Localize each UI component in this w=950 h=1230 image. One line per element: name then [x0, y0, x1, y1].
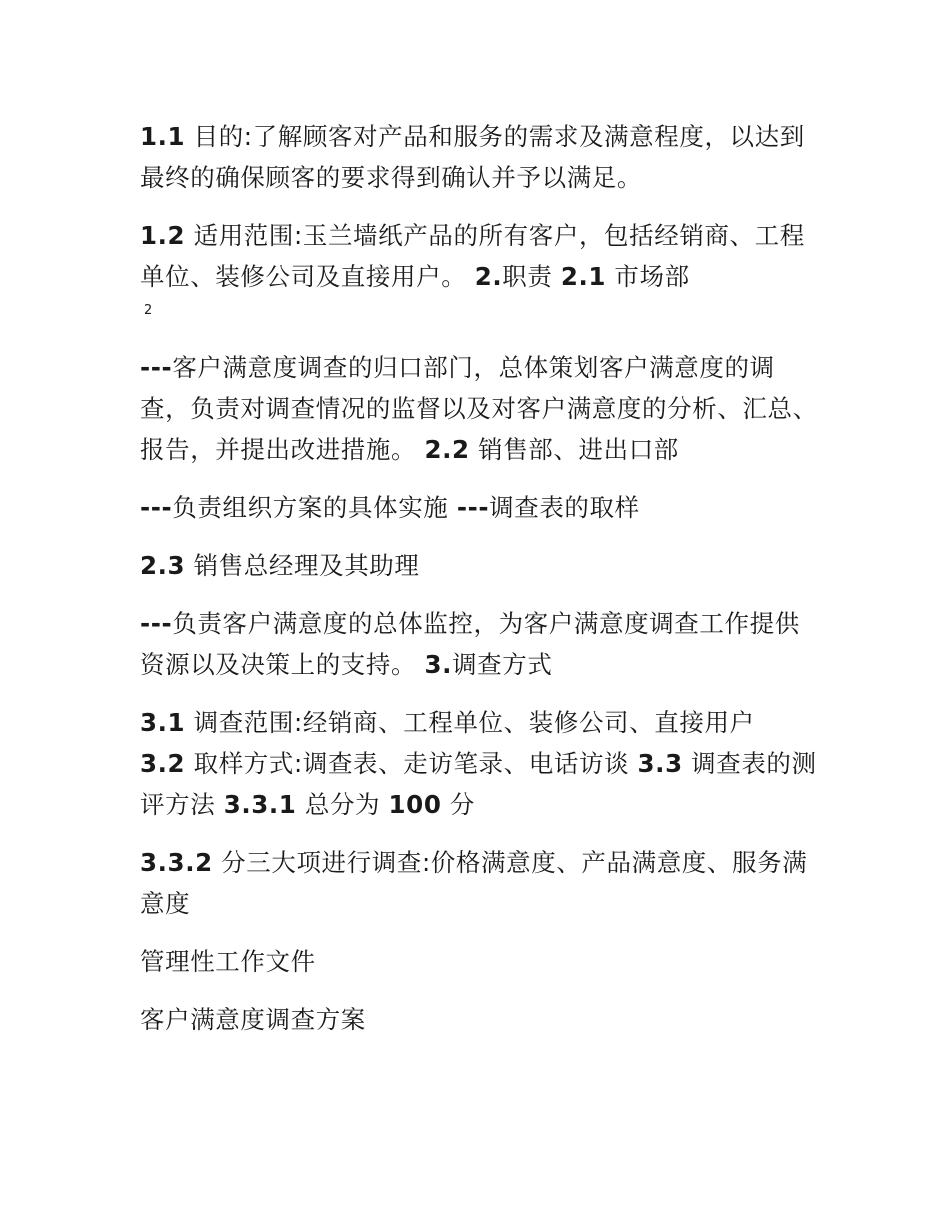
paragraph-text: 取样方式:调查表、走访笔录、电话访谈 — [185, 749, 638, 778]
section-number: 1.2 — [140, 221, 186, 250]
paragraph-market-dept — [140, 347, 820, 470]
paragraph-manager-duties — [140, 603, 820, 685]
section-number: --- — [140, 353, 173, 382]
paragraph-3-3-2 — [140, 842, 820, 924]
paragraph-sales-duties — [140, 487, 820, 528]
paragraph-text: 分 — [441, 790, 475, 819]
section-number: 100 — [388, 790, 442, 819]
paragraph-text: 适用范围:玉兰墙纸产品的所有客户，包括经销商、工程单位、装修公司及直接用户。 — [140, 221, 805, 291]
document-body — [140, 116, 820, 1057]
paragraph-text: 总分为 — [296, 790, 389, 819]
paragraph-text: 负责组织方案的具体实施 — [172, 493, 457, 522]
paragraph-text: 管理性工作文件 — [140, 947, 316, 976]
paragraph-text: 调查范围:经销商、工程单位、装修公司、直接用户 — [185, 708, 755, 737]
paragraph-text: 客户满意度调查方案 — [140, 1005, 366, 1034]
section-number: 3.3.1 — [223, 790, 297, 819]
paragraph-text: 销售部、进出口部 — [469, 435, 679, 464]
section-number: 2.3 — [140, 551, 186, 580]
section-number: 3.2 — [140, 749, 186, 778]
section-number: --- — [140, 609, 173, 638]
paragraph-text: 负责客户满意度的总体监控，为客户满意度调查工作提供资源以及决策上的支持。 — [140, 609, 800, 679]
section-number: --- — [140, 493, 173, 522]
paragraph-text: 职责 — [502, 262, 561, 291]
doc-title — [140, 999, 820, 1040]
paragraph-text: 目的:了解顾客对产品和服务的需求及满意程度，以达到最终的确保顾客的要求得到确认并予以满足。 — [140, 122, 805, 192]
section-number: 3.3.2 — [140, 848, 213, 877]
paragraph-text: 销售总经理及其助理 — [185, 551, 420, 580]
section-number: 2. — [474, 262, 503, 291]
paragraph-text: 调查表的取样 — [489, 493, 640, 522]
section-number: 3.3 — [637, 749, 683, 778]
section-number: 1.1 — [140, 122, 186, 151]
section-number: 2.1 — [560, 262, 607, 291]
paragraph-text: 分三大项进行调查:价格满意度、产品满意度、服务满意度 — [140, 848, 808, 918]
section-number: --- — [456, 493, 490, 522]
paragraph-text: 调查方式 — [452, 650, 553, 679]
paragraph-text: 调查表的测评方法 — [140, 749, 817, 819]
page-marker: 2 — [144, 303, 153, 318]
paragraph-3-2 — [140, 743, 820, 825]
paragraph-1-2 — [140, 215, 820, 297]
paragraph-3-1 — [140, 702, 820, 743]
paragraph-text: 市场部 — [606, 262, 690, 291]
paragraph-2-3 — [140, 545, 820, 586]
paragraph-1-1 — [140, 116, 820, 198]
section-number: 3.1 — [140, 708, 186, 737]
section-number: 2.2 — [424, 435, 470, 464]
paragraph-text: 客户满意度调查的归口部门，总体策划客户满意度的调查，负责对调查情况的监督以及对客户满意度的分析、汇总、报告，并提出改进措施。 — [140, 353, 818, 464]
section-number: 3. — [424, 650, 453, 679]
doc-category — [140, 941, 820, 982]
